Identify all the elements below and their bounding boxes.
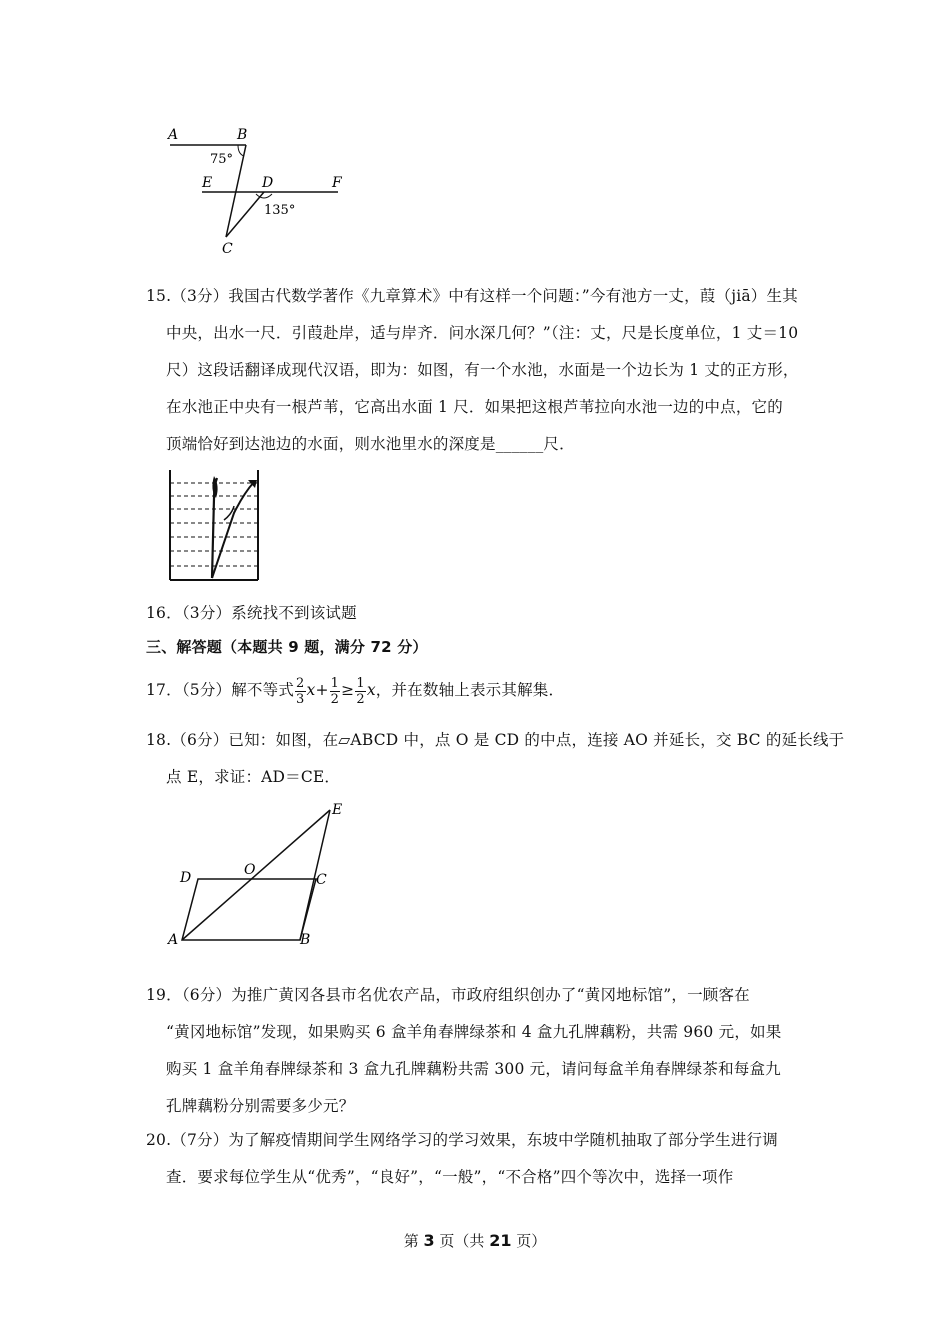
q15-line-3: 尺）这段话翻译成现代汉语，即为：如图，有一个水池，水面是一个边长为 1 丈的正方形， [166,361,799,379]
label-c: C [316,872,327,888]
q17-x1: x+ [306,681,329,699]
angle-75-label: 75° [210,152,234,167]
figure-q18-parallelogram [160,796,360,952]
q16-text: 16．（3分）系统找不到该试题 [146,604,357,622]
q18-line-2: 点 E，求证：AD＝CE． [166,768,341,786]
label-b: B [300,932,311,948]
page-footer: 第 3 页（共 21 页） [403,1231,547,1250]
current-page-number: 3 [423,1231,435,1250]
q15-line-4: 在水池正中央有一根芦苇，它高出水面 1 尺．如果把这根芦苇拉向水池一边的中点，它的 [166,398,783,416]
figure-q15-pond [164,468,264,584]
label-d: D [262,175,274,191]
q17 [146,672,564,708]
angle-arc-d [256,194,272,198]
q17-ge: ≥ [341,681,355,699]
label-o: O [244,862,256,878]
fraction-1-2-b: $\frac{1}{2}$ [356,675,365,707]
q19-line-4: 孔牌藕粉分别需要多少元？ [166,1097,355,1115]
q15-line-2: 中央，出水一尺．引葭赴岸，适与岸齐．问水深几何？”（注：丈，尺是长度单位，1 丈＝10 [166,324,799,342]
q19-line-2: “黄冈地标馆”发现，如果购买 6 盒羊角春牌绿茶和 4 盒九孔牌藕粉，共需 960 元，如果 [166,1023,782,1041]
line-cd [226,192,264,237]
label-d: D [180,870,192,886]
q17-x2: x [366,681,376,699]
label-c: C [222,241,233,257]
section-3-heading: 三、解答题（本题共 9 题，满分 72 分） [146,638,428,656]
q20-line-2: 查．要求每位学生从“优秀”，“良好”，“一般”，“不合格”四个等次中，选择一项作 [166,1168,734,1186]
q20-line-1: 20.（7分）为了解疫情期间学生网络学习的学习效果，东坡中学随机抽取了部分学生进行调 [146,1131,778,1149]
q17-suffix: ，并在数轴上表示其解集． [375,681,565,699]
total-page-count: 21 [489,1231,512,1250]
label-e: E [332,802,343,818]
q18-line-1: 18.（6分）已知：如图，在▱ABCD 中，点 O 是 CD 的中点，连接 AO 并延长，交 BC 的延长线于 [146,731,845,749]
q15-line-5: 顶端恰好到达池边的水面，则水池里水的深度是______尺． [166,435,575,453]
q19-line-1: 19．（6分）为推广黄冈各县市名优农产品，市政府组织创办了“黄冈地标馆”，一顾客在 [146,986,750,1004]
angle-arc-b [238,145,244,156]
q19-line-3: 购买 1 盒羊角春牌绿茶和 3 盒九孔牌藕粉共需 300 元，请问每盒羊角春牌绿茶和每盒九 [166,1060,781,1078]
label-f: F [332,175,342,191]
q15-line-1: 15.（3分）我国古代数学著作《九章算术》中有这样一个问题：”今有池方一丈，葭（jiā）生其 [146,287,798,305]
fraction-1-2-a: $\frac{1}{2}$ [330,675,340,707]
label-b: B [237,127,248,143]
label-e: E [202,175,213,191]
label-a: A [168,127,179,143]
figure-q14-parallel-lines [160,122,360,262]
label-a: A [168,932,179,948]
line-ae [182,810,330,940]
fraction-2-3: $\frac{2}{3}$ [296,675,305,707]
angle-135-label: 135° [264,203,296,218]
parallelogram-abcd [182,879,316,940]
q17-prefix: 17．（5分）解不等式 [146,681,295,699]
